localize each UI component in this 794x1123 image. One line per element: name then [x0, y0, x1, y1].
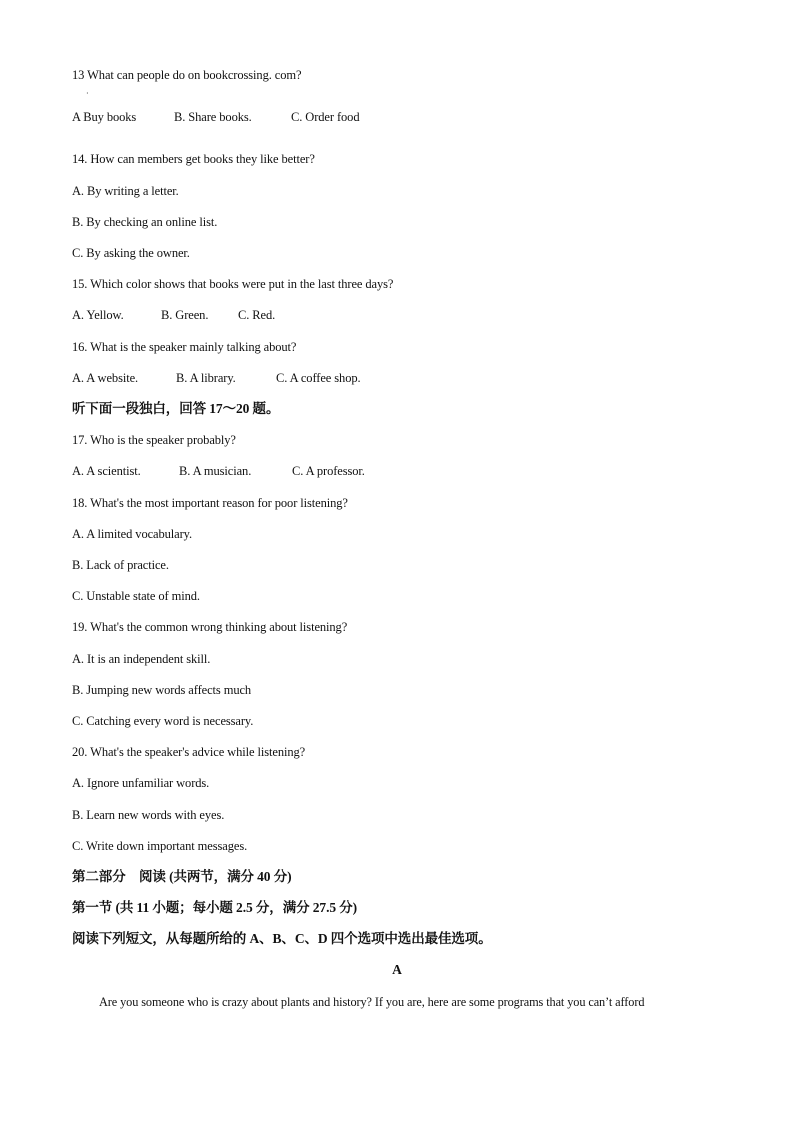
question-15: 15. Which color shows that books were put in the last three days?: [72, 277, 394, 291]
stray-dot: ·: [86, 89, 89, 98]
option-b: B. A library.: [176, 371, 236, 385]
option-b: B. Jumping new words affects much: [72, 683, 252, 697]
question-15-options: [72, 307, 275, 323]
option-a: A. It is an independent skill.: [72, 652, 211, 666]
option-a: A. A scientist.: [72, 464, 141, 478]
option-a: A. Ignore unfamiliar words.: [72, 776, 210, 790]
option-a: A. A website.: [72, 371, 139, 385]
option-b: B. By checking an online list.: [72, 215, 218, 229]
reading-instruction: 阅读下列短文，从每题所给的 A、B、C、D 四个选项中选出最佳选项。: [72, 931, 492, 946]
option-a: A. Yellow.: [72, 308, 124, 322]
option-a: A Buy books: [72, 110, 137, 124]
question-13: 13 What can people do on bookcrossing. com?: [72, 68, 302, 82]
question-20: 20. What's the speaker's advice while listening?: [72, 745, 306, 759]
option-c: C. Order food: [291, 110, 360, 124]
option-c: C. A professor.: [292, 464, 365, 478]
option-b: B. Learn new words with eyes.: [72, 808, 225, 822]
option-b: B. Share books.: [174, 110, 252, 124]
option-c: C. Write down important messages.: [72, 839, 248, 853]
option-c: C. Catching every word is necessary.: [72, 714, 254, 728]
question-18: 18. What's the most important reason for poor listening?: [72, 496, 348, 510]
option-c: C. Red.: [238, 308, 276, 322]
question-19: 19. What's the common wrong thinking about listening?: [72, 620, 348, 634]
passage-label: A: [392, 962, 402, 977]
option-a: A. By writing a letter.: [72, 184, 179, 198]
option-b: B. Green.: [161, 308, 209, 322]
option-c: C. By asking the owner.: [72, 246, 190, 260]
question-16: 16. What is the speaker mainly talking about?: [72, 340, 297, 354]
question-17: 17. Who is the speaker probably?: [72, 433, 236, 447]
option-b: B. A musician.: [179, 464, 252, 478]
question-13-options: [72, 109, 359, 125]
option-a: A. A limited vocabulary.: [72, 527, 193, 541]
option-b: B. Lack of practice.: [72, 558, 169, 572]
option-c: C. Unstable state of mind.: [72, 589, 200, 603]
question-17-options: [72, 463, 365, 479]
section-heading-monologue: 听下面一段独白，回答 17～20 题。: [72, 401, 280, 416]
section-1-heading: 第一节 (共 11 小题；每小题 2.5 分，满分 27.5 分): [72, 900, 358, 915]
passage-text: Are you someone who is crazy about plants and history? If you are, here are some programs that you can’t afford: [99, 995, 645, 1009]
part-2-heading: 第二部分 阅读 (共两节，满分 40 分): [72, 869, 292, 884]
option-c: C. A coffee shop.: [276, 371, 361, 385]
question-14: 14. How can members get books they like better?: [72, 152, 315, 166]
question-16-options: [72, 370, 361, 386]
